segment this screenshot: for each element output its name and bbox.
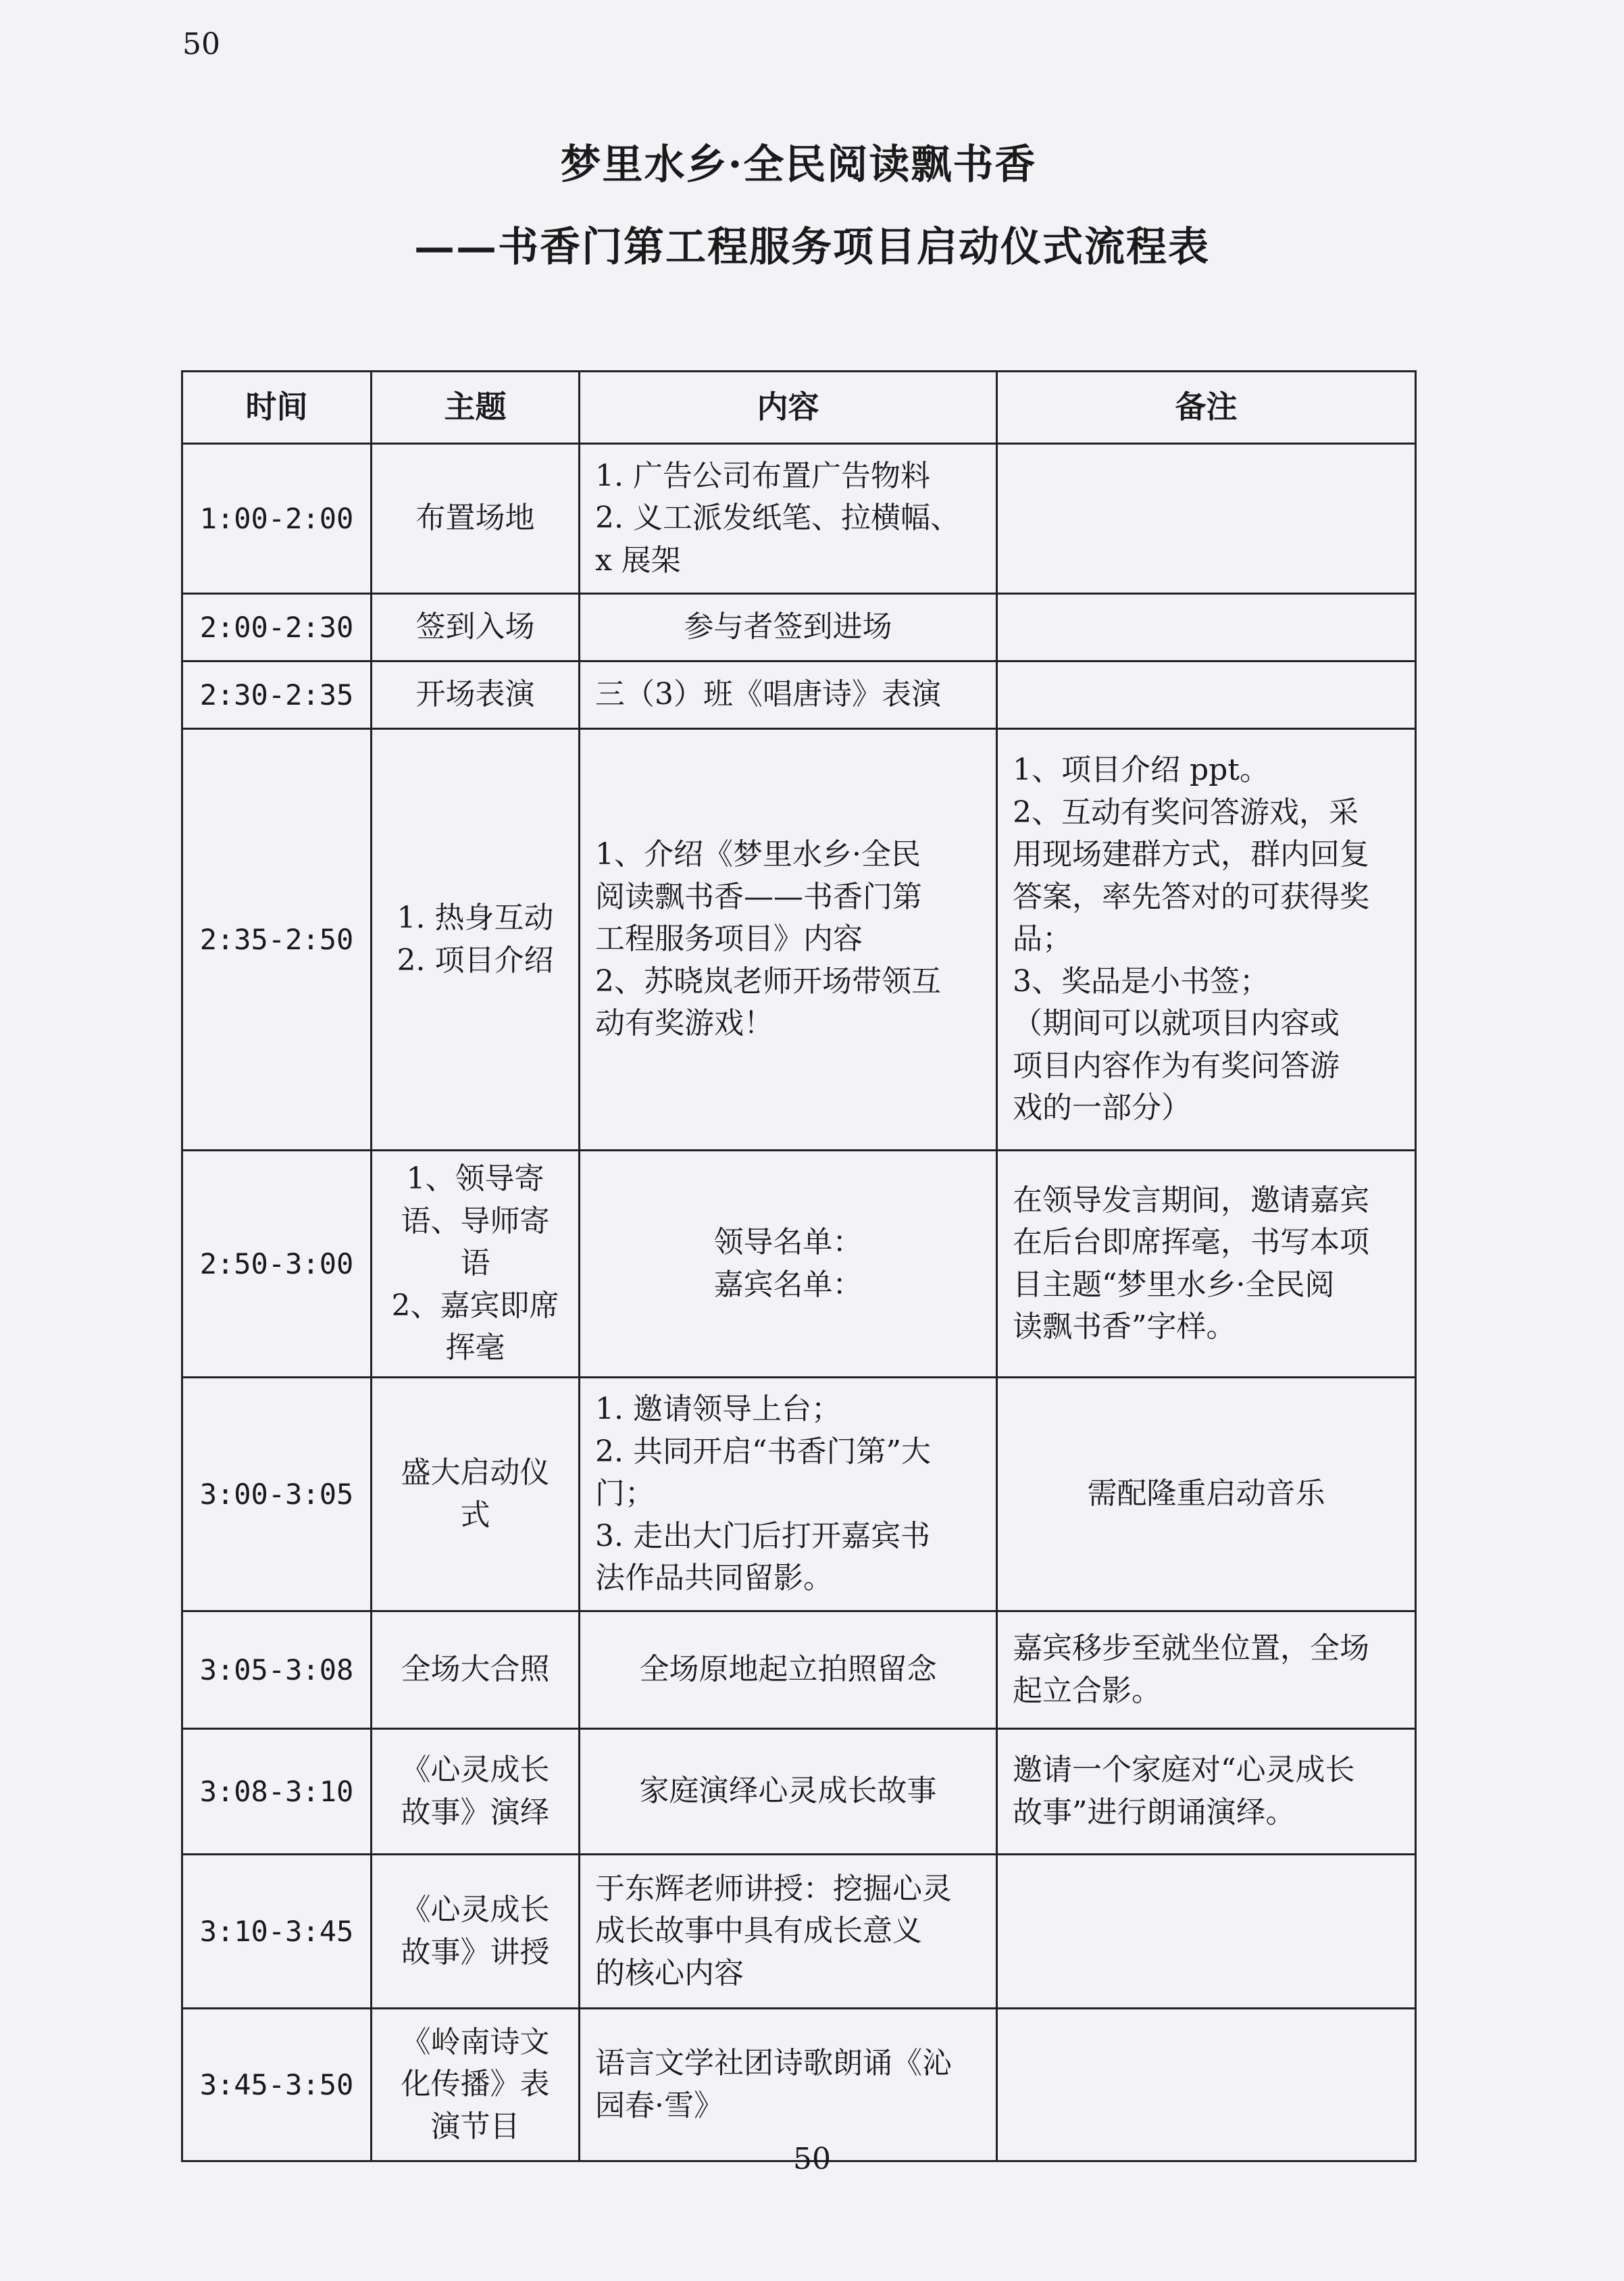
cell-topic bbox=[372, 1855, 580, 2009]
cell-content-line: 语言文学社团诗歌朗诵《沁 bbox=[595, 2046, 952, 2081]
table-header-row bbox=[182, 372, 1416, 444]
cell-remark bbox=[997, 1378, 1416, 1611]
cell-time: 1:00-2:00 bbox=[182, 444, 372, 594]
cell-remark-line: （期间可以就项目内容或 bbox=[1013, 1006, 1340, 1041]
cell-topic bbox=[372, 729, 580, 1151]
cell-remark-line: 起立合影。 bbox=[1013, 1673, 1161, 1708]
cell-content bbox=[580, 1611, 997, 1729]
cell-topic-line: 《岭南诗文 bbox=[401, 2024, 550, 2059]
table-row bbox=[182, 661, 1416, 729]
cell-content bbox=[580, 594, 997, 661]
table-row bbox=[182, 594, 1416, 661]
cell-time: 3:45-3:50 bbox=[182, 2009, 372, 2161]
cell-remark bbox=[997, 2009, 1416, 2161]
cell-content bbox=[580, 2009, 997, 2161]
cell-topic-line: 演节目 bbox=[430, 2109, 520, 2144]
cell-topic-line: 式 bbox=[460, 1497, 490, 1532]
cell-topic-line: 化传播》表 bbox=[401, 2067, 550, 2102]
cell-remark-line: 读飘书香”字样。 bbox=[1013, 1309, 1236, 1344]
cell-topic-line: 语 bbox=[460, 1246, 490, 1281]
cell-remark-line: 故事”进行朗诵演绎。 bbox=[1013, 1795, 1296, 1830]
cell-remark bbox=[997, 444, 1416, 594]
cell-content bbox=[580, 661, 997, 729]
document-title: 梦里水乡·全民阅读飘书香 bbox=[560, 141, 1037, 189]
cell-remark bbox=[997, 1611, 1416, 1729]
page-number-bottom: 50 bbox=[793, 2142, 831, 2176]
cell-content-line: 3. 走出大门后打开嘉宾书 bbox=[595, 1518, 930, 1553]
cell-topic-line: 全场大合照 bbox=[401, 1652, 550, 1687]
cell-content-line: 于东辉老师讲授：挖掘心灵 bbox=[595, 1871, 952, 1906]
cell-topic bbox=[372, 1151, 580, 1378]
cell-remark-line: 2、互动有奖问答游戏，采 bbox=[1013, 795, 1359, 830]
cell-remark-line: 答案，率先答对的可获得奖 bbox=[1013, 879, 1369, 914]
cell-remark bbox=[997, 594, 1416, 661]
cell-remark-line: 目主题“梦里水乡·全民阅 bbox=[1013, 1267, 1335, 1302]
cell-remark bbox=[997, 1151, 1416, 1378]
table-row bbox=[182, 1611, 1416, 1729]
header-time: 时间 bbox=[182, 372, 372, 444]
cell-content bbox=[580, 1855, 997, 2009]
cell-topic bbox=[372, 1611, 580, 1729]
schedule-table bbox=[181, 370, 1417, 2162]
header-remark: 备注 bbox=[997, 372, 1416, 444]
cell-content-line: 2. 共同开启“书香门第”大 bbox=[595, 1434, 931, 1469]
cell-content-line: 家庭演绎心灵成长故事 bbox=[639, 1774, 937, 1809]
cell-time: 3:05-3:08 bbox=[182, 1611, 372, 1729]
cell-remark-line: 戏的一部分） bbox=[1013, 1091, 1191, 1126]
cell-topic-line: 2. 项目介绍 bbox=[397, 943, 554, 978]
cell-topic-line: 故事》讲授 bbox=[401, 1934, 550, 1970]
cell-content bbox=[580, 729, 997, 1151]
cell-content-line: 法作品共同留影。 bbox=[595, 1561, 833, 1596]
cell-time: 2:00-2:30 bbox=[182, 594, 372, 661]
cell-content-line: 阅读飘书香——书香门第 bbox=[595, 879, 922, 914]
cell-content-line: 嘉宾名单： bbox=[713, 1267, 863, 1302]
cell-content-line: x 展架 bbox=[595, 543, 681, 578]
cell-topic bbox=[372, 2009, 580, 2161]
cell-content-line: 2、苏晓岚老师开场带领互 bbox=[595, 963, 941, 999]
cell-topic-line: 《心灵成长 bbox=[401, 1893, 550, 1928]
table-row bbox=[182, 2009, 1416, 2161]
cell-topic bbox=[372, 1729, 580, 1855]
table-row bbox=[182, 444, 1416, 594]
cell-time: 2:30-2:35 bbox=[182, 661, 372, 729]
cell-topic-line: 挥毫 bbox=[445, 1330, 505, 1365]
cell-content-line: 领导名单： bbox=[713, 1225, 863, 1260]
cell-topic-line: 盛大启动仪 bbox=[401, 1455, 550, 1490]
cell-content-line: 动有奖游戏！ bbox=[595, 1006, 773, 1041]
cell-topic-line: 故事》演绎 bbox=[401, 1795, 550, 1830]
cell-topic-line: 语、导师寄 bbox=[401, 1203, 550, 1238]
cell-remark bbox=[997, 661, 1416, 729]
cell-time: 3:10-3:45 bbox=[182, 1855, 372, 2009]
cell-topic bbox=[372, 444, 580, 594]
cell-remark-line: 在领导发言期间，邀请嘉宾 bbox=[1013, 1182, 1369, 1218]
cell-topic bbox=[372, 661, 580, 729]
cell-topic bbox=[372, 594, 580, 661]
cell-topic-line: 签到入场 bbox=[415, 609, 535, 645]
document-subtitle: ——书香门第工程服务项目启动仪式流程表 bbox=[414, 224, 1210, 271]
cell-remark-line: 3、奖品是小书签； bbox=[1013, 963, 1269, 999]
cell-remark-line: 项目内容作为有奖问答游 bbox=[1013, 1048, 1340, 1083]
header-content: 内容 bbox=[580, 372, 997, 444]
page-number-top: 50 bbox=[182, 27, 220, 61]
cell-content bbox=[580, 1729, 997, 1855]
cell-content-line: 2. 义工派发纸笔、拉横幅、 bbox=[595, 501, 960, 536]
table-row bbox=[182, 1855, 1416, 2009]
cell-time: 2:50-3:00 bbox=[182, 1151, 372, 1378]
cell-remark bbox=[997, 1729, 1416, 1855]
cell-time: 2:35-2:50 bbox=[182, 729, 372, 1151]
table-row bbox=[182, 1729, 1416, 1855]
cell-content-line: 1、介绍《梦里水乡·全民 bbox=[595, 837, 921, 872]
table-row bbox=[182, 729, 1416, 1151]
cell-remark-line: 用现场建群方式，群内回复 bbox=[1013, 837, 1369, 872]
cell-content bbox=[580, 1378, 997, 1611]
cell-topic-line: 《心灵成长 bbox=[401, 1753, 550, 1788]
cell-content bbox=[580, 444, 997, 594]
cell-content-line: 成长故事中具有成长意义 bbox=[595, 1913, 922, 1949]
cell-topic-line: 1、领导寄 bbox=[406, 1161, 544, 1197]
cell-content-line: 1. 广告公司布置广告物料 bbox=[595, 458, 930, 493]
cell-topic-line: 1. 热身互动 bbox=[397, 901, 554, 936]
cell-remark-line: 在后台即席挥毫，书写本项 bbox=[1013, 1225, 1369, 1260]
cell-topic-line: 2、嘉宾即席 bbox=[391, 1288, 559, 1323]
cell-content-line: 门； bbox=[595, 1476, 655, 1511]
cell-content-line: 三（3）班《唱唐诗》表演 bbox=[595, 677, 941, 712]
cell-content-line: 全场原地起立拍照留念 bbox=[639, 1652, 937, 1687]
cell-topic-line: 开场表演 bbox=[415, 677, 535, 712]
cell-topic-line: 布置场地 bbox=[415, 501, 535, 536]
cell-content-line: 1. 邀请领导上台； bbox=[595, 1392, 841, 1427]
cell-remark-line: 品； bbox=[1013, 922, 1072, 957]
table-row bbox=[182, 1378, 1416, 1611]
cell-content-line: 园春·雪》 bbox=[595, 2088, 724, 2123]
cell-remark bbox=[997, 1855, 1416, 2009]
cell-remark-line: 需配隆重启动音乐 bbox=[1087, 1476, 1325, 1511]
cell-content-line: 工程服务项目》内容 bbox=[595, 922, 863, 957]
cell-topic bbox=[372, 1378, 580, 1611]
cell-remark-line: 嘉宾移步至就坐位置，全场 bbox=[1013, 1631, 1369, 1666]
cell-remark-line: 邀请一个家庭对“心灵成长 bbox=[1013, 1753, 1355, 1788]
cell-remark-line: 1、项目介绍 ppt。 bbox=[1013, 753, 1269, 788]
header-topic: 主题 bbox=[372, 372, 580, 444]
cell-remark bbox=[997, 729, 1416, 1151]
cell-content bbox=[580, 1151, 997, 1378]
table-row bbox=[182, 1151, 1416, 1378]
cell-content-line: 参与者签到进场 bbox=[684, 609, 892, 645]
cell-time: 3:08-3:10 bbox=[182, 1729, 372, 1855]
cell-content-line: 的核心内容 bbox=[595, 1955, 744, 1990]
cell-time: 3:00-3:05 bbox=[182, 1378, 372, 1611]
